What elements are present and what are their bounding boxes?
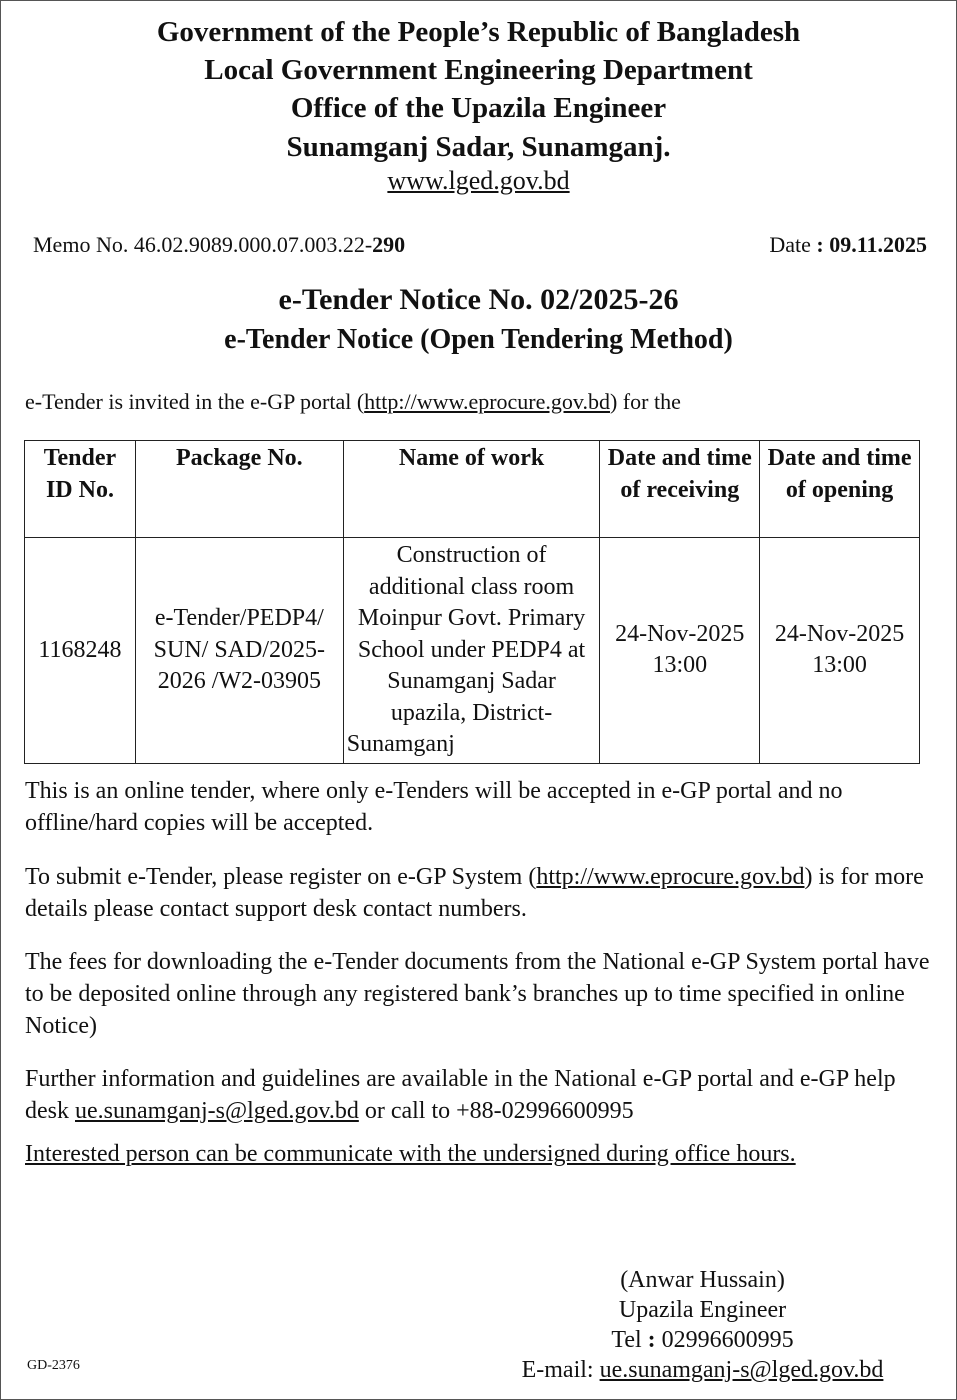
cell-tender-id: 1168248: [25, 538, 136, 764]
signatory-email: [490, 1355, 915, 1385]
table-row: [25, 538, 920, 764]
header-department: Local Government Engineering Department: [204, 54, 753, 86]
table-header-row: [25, 441, 920, 538]
tel-separator: :: [641, 1327, 662, 1353]
tender-table: [24, 440, 920, 764]
cell-opening: [760, 538, 920, 764]
header-location: Sunamganj Sadar, Sunamganj.: [286, 131, 671, 163]
paragraph-further-info: [25, 1063, 930, 1127]
receiving-date: 24-Nov-2025: [615, 620, 745, 647]
tel-value: 02996600995: [661, 1327, 794, 1353]
date-separator: :: [810, 232, 830, 257]
header-receiving: Date and time of receiving: [600, 441, 760, 538]
signatory-designation: Upazila Engineer: [618, 1297, 787, 1323]
contact-text: Interested person can be communicate with the undersigned during office hours.: [25, 1141, 796, 1167]
invite-text: [25, 389, 681, 415]
date-label: Date: [769, 232, 811, 257]
signature-block: [490, 1265, 915, 1385]
tel-label: Tel: [611, 1327, 642, 1353]
signatory-email-link[interactable]: ue.sunamganj-s@lged.gov.bd: [599, 1357, 884, 1383]
website-link[interactable]: www.lged.gov.bd: [387, 166, 570, 195]
header-office: Office of the Upazila Engineer: [290, 92, 667, 124]
opening-date: 24-Nov-2025: [774, 620, 905, 647]
signatory-name: (Anwar Hussain): [620, 1267, 785, 1293]
cell-work: Construction of additional class room Moinpur Govt. Primary School under PEDP4 at Sunamganj Sadar upazila, District-Sunamganj: [343, 538, 600, 764]
date-value: 09.11.2025: [829, 232, 927, 257]
info-before: Further information and guidelines are available in the National e-GP portal and e-GP help desk: [25, 1066, 896, 1124]
header-website: [0, 166, 957, 196]
cell-receiving: [600, 538, 760, 764]
invite-after: ) for the: [609, 389, 681, 414]
paragraph-register: [25, 861, 930, 925]
opening-time: 13:00: [812, 652, 867, 679]
helpdesk-email-link[interactable]: ue.sunamganj-s@lged.gov.bd: [75, 1098, 359, 1124]
paragraph-fees: The fees for downloading the e-Tender documents from the National e-GP System portal have to be deposited online through any registered bank’s branches up to time specified in online Notice): [25, 949, 930, 1039]
register-before: To submit e-Tender, please register on e-GP System (: [25, 864, 537, 890]
paragraph-contact: [25, 1138, 930, 1170]
paragraph-online-tender: This is an online tender, where only e-Tenders will be accepted in e-GP portal and no offline/hard copies will be accepted.: [25, 778, 843, 836]
notice-subtitle: e-Tender Notice (Open Tendering Method): [224, 324, 733, 355]
invite-before: e-Tender is invited in the e-GP portal (: [25, 389, 365, 414]
header-package: Package No.: [135, 441, 343, 538]
footer-code: GD-2376: [27, 1358, 80, 1373]
info-after: or call to +88-02996600995: [358, 1098, 634, 1124]
header-government: Government of the People’s Republic of Bangladesh: [156, 16, 801, 48]
cell-package: e-Tender/PEDP4/ SUN/ SAD/2025-2026 /W2-03905: [135, 538, 343, 764]
receiving-time: 13:00: [652, 652, 708, 679]
memo-number: [33, 232, 405, 258]
register-after: ) is for more details please contact support desk contact numbers.: [25, 864, 924, 922]
memo-date: [769, 232, 927, 258]
register-link[interactable]: http://www.eprocure.gov.bd: [536, 864, 805, 890]
header-opening: Date and time of opening: [760, 441, 920, 538]
header-tender-id: Tender ID No.: [25, 441, 136, 538]
signatory-tel: [490, 1325, 915, 1355]
eprocure-link[interactable]: http://www.eprocure.gov.bd: [364, 389, 610, 414]
memo-prefix: Memo No. 46.02.9089.000.07.003.22-: [33, 232, 373, 257]
notice-title: e-Tender Notice No. 02/2025-26: [278, 283, 679, 316]
memo-suffix: 290: [372, 232, 406, 257]
email-label: E-mail:: [521, 1357, 600, 1383]
header-work: Name of work: [343, 441, 600, 538]
